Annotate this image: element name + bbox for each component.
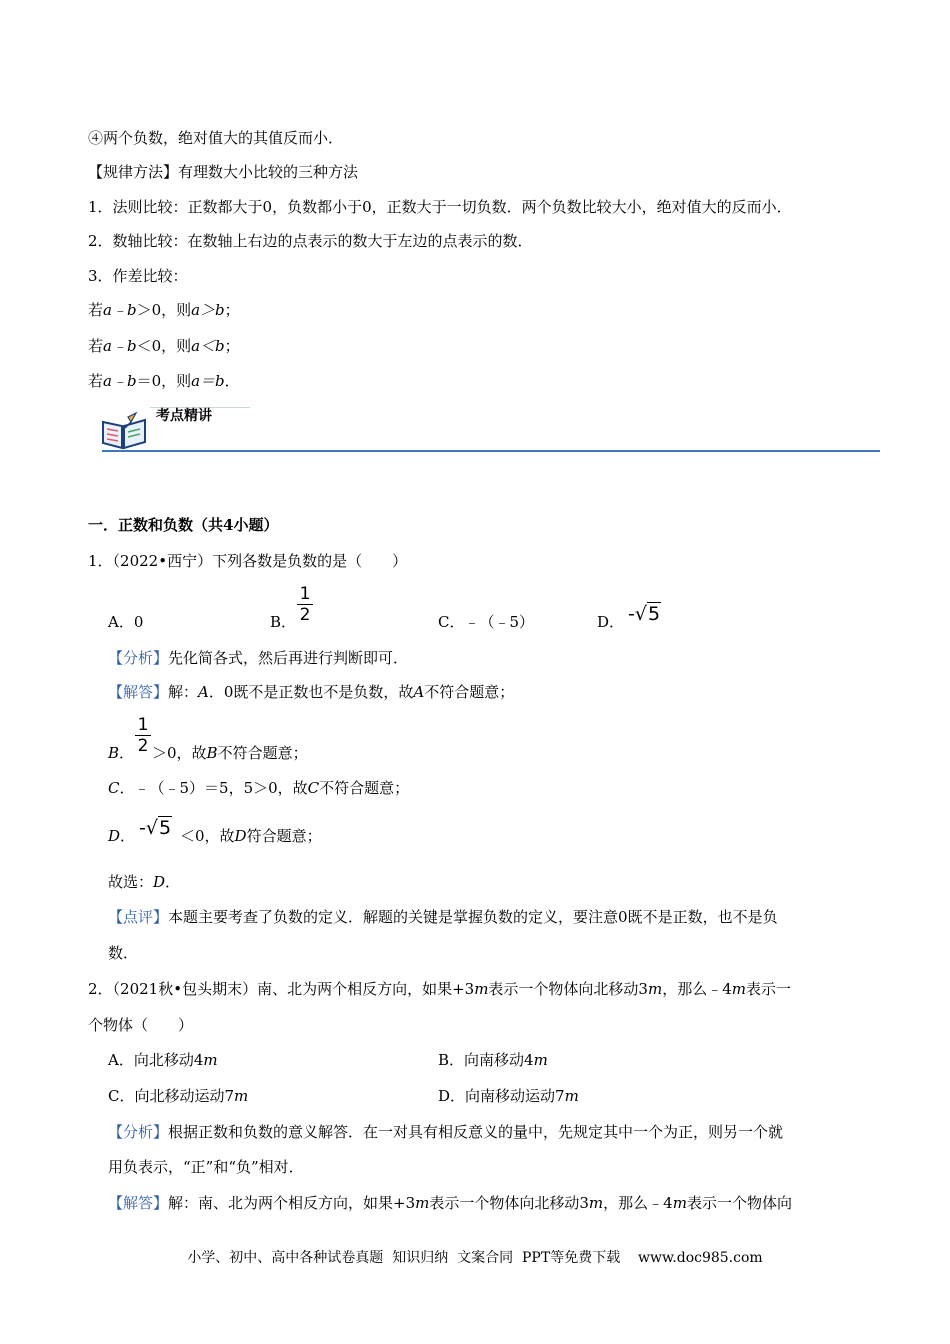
q1-option-d-sqrt: -√5 — [628, 603, 661, 625]
method-title: 【规律方法】有理数大小比较的三种方法 — [88, 163, 359, 181]
q1-answer-b-fraction: 1 2 — [135, 716, 151, 755]
rule-item-4: ④两个负数，绝对值大的其值反而小． — [88, 129, 344, 147]
method-1: 1．法则比较：正数都大于0，负数都小于0，正数大于一切负数．两个负数比较大小，绝对值大的反而小． — [88, 198, 792, 216]
q1-choice: 故选：D． — [108, 873, 181, 891]
q1-option-c: C．﹣（﹣5） — [438, 613, 535, 631]
page-footer: 小学、初中、高中各种试卷真题 知识归纳 文案合同 PPT等免费下载 www.doc985.com — [187, 1250, 763, 1266]
q1-analysis: 【分析】先化简各式，然后再进行判断即可． — [108, 649, 409, 667]
q1-answer-a: 【解答】解：A．0既不是正数也不是负数，故A不符合题意； — [108, 683, 515, 701]
q2-answer: 【解答】解：南、北为两个相反方向，如果+3m表示一个物体向北移动3m，那么﹣4m表示一个物体向 — [108, 1194, 792, 1212]
q1-option-b-label: B． — [270, 613, 297, 631]
q1-comment-cont: 数． — [108, 944, 139, 962]
compare-case-2: 若a﹣b＜0，则a＜b； — [88, 337, 240, 355]
q2-analysis-cont: 用负表示，“正”和“负”相对． — [108, 1158, 304, 1176]
q1-comment: 【点评】本题主要考查了负数的定义．解题的关键是掌握负数的定义，要注意0既不是正数，也不是负 — [108, 908, 778, 926]
compare-case-1: 若a﹣b＞0，则a＞b； — [88, 301, 240, 319]
method-2: 2．数轴比较：在数轴上右边的点表示的数大于左边的点表示的数． — [88, 232, 533, 250]
q1-option-d-label: D． — [597, 613, 625, 631]
q2-option-b: B．向南移动4m — [438, 1051, 548, 1069]
q2-option-d: D．向南移动运动7m — [438, 1087, 579, 1105]
q1-answer-d-sqrt: -√5 — [139, 817, 172, 839]
q1-answer-b-label: B． — [108, 744, 135, 762]
method-3: 3．作差比较： — [88, 267, 188, 285]
q2-stem: 2．（2021秋•包头期末）南、北为两个相反方向，如果+3m表示一个物体向北移动3m，那么﹣4m表示一 — [88, 980, 791, 998]
q2-stem-cont: 个物体（ ） — [88, 1016, 194, 1034]
q2-option-a: A．向北移动4m — [108, 1051, 218, 1069]
q1-answer-b-text: ＞0，故B不符合题意； — [152, 744, 308, 762]
banner-divider — [102, 450, 880, 452]
q1-option-b-fraction: 1 2 — [297, 585, 313, 624]
q1-option-a: A．0 — [108, 613, 144, 631]
q1-stem: 1．（2022•西宁）下列各数是负数的是（ ） — [88, 552, 408, 570]
open-book-icon — [100, 410, 148, 450]
answer-tag: 【解答】 — [108, 683, 169, 701]
analysis-tag: 【分析】 — [108, 649, 169, 667]
q1-answer-d-label: D． — [108, 827, 136, 845]
q2-analysis: 【分析】根据正数和负数的意义解答．在一对具有相反意义的量中，先规定其中一个为正，则另一个就 — [108, 1123, 784, 1141]
section-heading: 一．正数和负数（共4小题） — [88, 516, 279, 534]
banner-title: 考点精讲 — [156, 408, 212, 424]
q2-option-c: C．向北移动运动7m — [108, 1087, 249, 1105]
answer-tag: 【解答】 — [108, 1194, 169, 1212]
compare-case-3: 若a﹣b＝0，则a＝b． — [88, 372, 240, 390]
comment-tag: 【点评】 — [108, 908, 169, 926]
q1-answer-d-text: ＜0，故D符合题意； — [180, 827, 322, 845]
q1-answer-c: C．﹣（﹣5）＝5，5＞0，故C不符合题意； — [108, 779, 410, 797]
analysis-tag: 【分析】 — [108, 1123, 169, 1141]
